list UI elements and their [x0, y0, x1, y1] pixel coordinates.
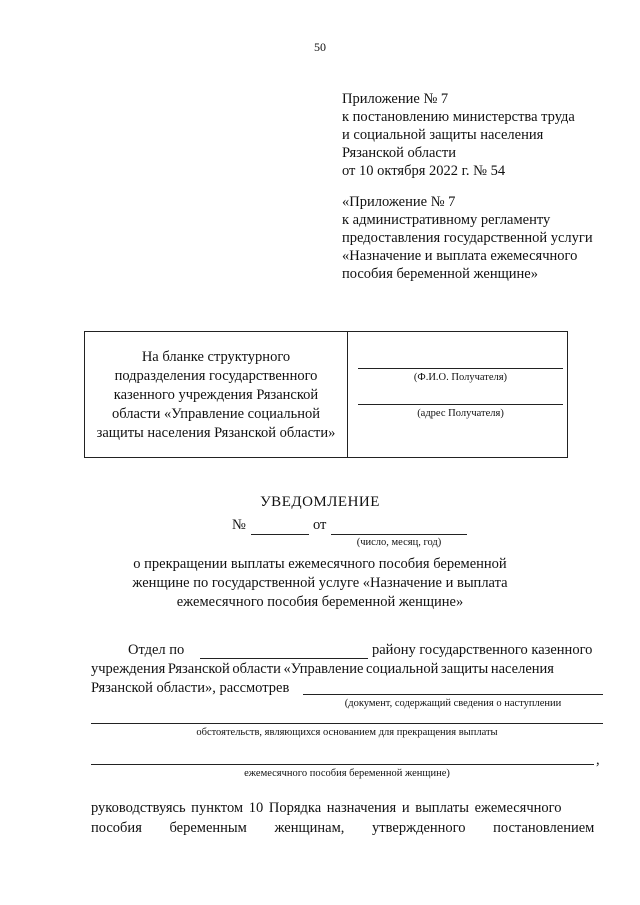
- appendix-line: Приложение № 7: [342, 91, 449, 107]
- circumstances-caption: обстоятельств, являющихся основанием для прекращения выплаты: [196, 727, 498, 738]
- dept-suffix: району государственного казенного: [372, 642, 593, 658]
- recipient-name-caption: (Ф.И.О. Получателя): [413, 372, 508, 383]
- district-field[interactable]: [200, 658, 368, 659]
- appendix-line: «Приложение № 7: [342, 194, 456, 210]
- letterhead-box: [84, 331, 568, 458]
- notice-subject: [0, 555, 640, 612]
- letterhead-line: области «Управление социальной: [111, 406, 321, 422]
- appendix-line: предоставления государственной услуги: [342, 230, 593, 246]
- number-label: №: [232, 517, 246, 533]
- letterhead-line: защиты населения Рязанской области»: [96, 425, 336, 441]
- appendix-line: «Назначение и выплата ежемесячного: [342, 248, 578, 264]
- appendix-line: к административному регламенту: [342, 212, 551, 228]
- final-line-2: пособия беременным женщинам, утвержденного постановлением: [91, 820, 595, 836]
- letterhead-line: казенного учреждения Рязанской: [113, 387, 319, 403]
- document-caption: (документ, содержащий сведения о наступлении: [344, 698, 562, 709]
- appendix-line: пособия беременной женщине»: [342, 266, 538, 282]
- box-divider: [347, 332, 348, 457]
- dept-prefix: Отдел по: [128, 642, 185, 658]
- recipient-name-line[interactable]: [358, 368, 563, 369]
- date-field[interactable]: [331, 534, 467, 535]
- appendix-header-ministry: [342, 90, 575, 180]
- letterhead-line: На бланке структурного: [141, 349, 291, 365]
- recipient-address-caption: (адрес Получателя): [417, 408, 504, 419]
- appendix-line: Рязанской области: [342, 145, 456, 161]
- final-line-1: руководствуясь пунктом 10 Порядка назначения и выплаты ежемесячного: [91, 800, 562, 816]
- letterhead-placeholder: [85, 348, 347, 443]
- document-title: УВЕДОМЛЕНИЕ: [260, 494, 380, 510]
- number-field[interactable]: [251, 534, 309, 535]
- date-from-label: от: [313, 517, 327, 533]
- recipient-address-line[interactable]: [358, 404, 563, 405]
- appendix-line: от 10 октября 2022 г. № 54: [342, 163, 506, 179]
- body-line-3: Рязанской области», рассмотрев: [91, 680, 290, 696]
- appendix-line: и социальной защиты населения: [342, 127, 544, 143]
- field-comma: ,: [596, 752, 600, 768]
- appendix-line: к постановлению министерства труда: [342, 109, 575, 125]
- date-caption: (число, месяц, год): [356, 537, 442, 548]
- subject-line: ежемесячного пособия беременной женщине»: [176, 594, 464, 610]
- subject-line: женщине по государственной услуге «Назначение и выплата: [132, 575, 508, 591]
- circumstances-field[interactable]: [91, 723, 603, 724]
- page-number: 50: [314, 40, 326, 54]
- document-field[interactable]: [303, 694, 603, 695]
- body-line-2: учреждения Рязанской области «Управление социальной защиты населения: [91, 661, 554, 677]
- letterhead-line: подразделения государственного: [114, 368, 318, 384]
- appendix-header-regulation: [342, 193, 593, 283]
- allowance-caption: ежемесячного пособия беременной женщине): [244, 768, 450, 779]
- allowance-field[interactable]: [91, 764, 594, 765]
- subject-line: о прекращении выплаты ежемесячного пособия беременной: [133, 556, 507, 572]
